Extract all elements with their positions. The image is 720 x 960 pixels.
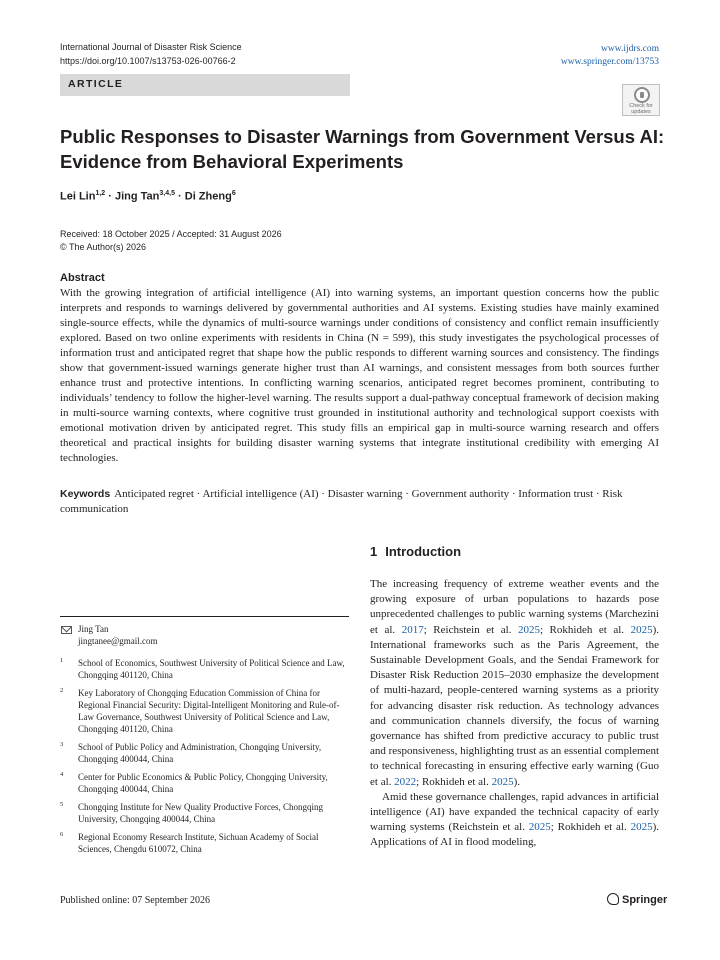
footnote-divider [60, 616, 349, 617]
paragraph-text: ). International frameworks such as the Paris Agreement, the Sustainable Development Goals, and the Sendai Framework for Disaster Risk Reduction 2015–2030 emphasize the development of multi-hazard, people-centered warning systems as a priority for advancing disaster risk reduction. As technology advances and communication channels diversify, the focus of warning governance has shifted from predictive accuracy to public trust and responsiveness, highlighting trust as an essential complement to technical forecasting in ensuring effective early warning (Guo et al. [370, 623, 660, 788]
corresponding-author-email[interactable]: jingtanee@gmail.com [78, 636, 158, 646]
check-for-updates-badge[interactable] [622, 84, 660, 116]
journal-urls [561, 43, 659, 69]
journal-name: International Journal of Disaster Risk Science [60, 42, 242, 52]
paragraph-text: Amid these governance challenges, rapid advances in artificial intelligence (AI) have expanded the technical capacity of early warning systems (Reichstein et al. [370, 790, 659, 834]
author-list [60, 190, 236, 203]
springer-horse-icon [607, 893, 619, 905]
citation-link[interactable]: 2025 [528, 821, 551, 834]
paragraph-text: The increasing frequency of extreme weather events and the growing exposure of urban populations to hazards pose unprecedented challenges to public warning systems (Marchezini et al. [370, 578, 659, 636]
citation-link[interactable]: 2025 [491, 775, 514, 788]
author-affiliation-marker: 3,4,5 [159, 190, 175, 197]
journal-url-link[interactable]: www.ijdrs.com [601, 44, 659, 54]
publication-dates [60, 228, 282, 253]
paragraph-text: ). Applications of AI in flood modeling, [370, 821, 659, 849]
affiliation-text: School of Economics, Southwest University of Political Science and Law, Chongqing 401120, China [78, 658, 345, 680]
keywords-block [60, 487, 659, 517]
affiliation-item [60, 831, 349, 855]
affiliation-item [60, 657, 349, 681]
author-affiliation-marker: 1,2 [95, 190, 106, 197]
paragraph-text: ). [513, 775, 521, 788]
author-separator: · [105, 190, 115, 203]
author-separator: · [174, 190, 185, 203]
citation-link[interactable]: 2025 [517, 623, 540, 636]
corresponding-author-name: Jing Tan [78, 624, 109, 634]
affiliation-item [60, 687, 349, 735]
published-online-date: Published online: 07 September 2026 [60, 895, 210, 906]
author-affiliation-marker: 6 [231, 190, 236, 197]
corresponding-author [60, 623, 349, 647]
affiliation-number: 5 [60, 801, 64, 808]
affiliation-number: 3 [60, 741, 64, 748]
citation-link[interactable]: 2025 [630, 821, 653, 834]
keywords-list: Anticipated regret · Artificial intelligence (AI) · Disaster warning · Government authority · Information trust · Risk communication [60, 488, 623, 515]
paragraph-text: ; Rokhideh et al. [550, 821, 631, 834]
article-type-label: ARTICLE [68, 78, 124, 90]
article-type-banner [60, 74, 350, 96]
affiliation-item [60, 741, 349, 765]
intro-paragraph-2 [370, 790, 659, 851]
paragraph-text: ; Rokhideh et al. [539, 623, 631, 636]
author-name[interactable]: Lei Lin [60, 190, 96, 203]
affiliation-number: 4 [60, 771, 64, 778]
check-updates-icon [634, 87, 650, 103]
journal-header [60, 40, 242, 68]
abstract-heading: Abstract [60, 272, 105, 284]
check-updates-text: Check for updates [629, 103, 653, 115]
affiliation-text: Chongqing Institute for New Quality Productive Forces, Chongqing University, Chongqing 400044, China [78, 802, 323, 824]
affiliation-number: 1 [60, 657, 64, 664]
affiliation-text: School of Public Policy and Administration, Chongqing University, Chongqing 400044, China [78, 742, 322, 764]
copyright-line: © The Author(s) 2026 [60, 241, 147, 252]
introduction-body [370, 577, 659, 851]
springer-url-link[interactable]: www.springer.com/13753 [560, 57, 659, 67]
affiliation-text: Center for Public Economics & Public Policy, Chongqing University, Chongqing 400044, China [78, 772, 328, 794]
citation-link[interactable]: 2025 [630, 623, 653, 636]
section-number: 1 [370, 544, 378, 559]
paragraph-text: ; Reichstein et al. [423, 623, 518, 636]
section-title: Introduction [385, 544, 462, 559]
affiliation-number: 2 [60, 687, 64, 694]
springer-logo: Springer [607, 893, 667, 906]
affiliation-text: Key Laboratory of Chongqing Education Commission of China for Regional Financial Security: Digital-Intelligent Monitoring and Rule-of-Law Governance, Southwest University of Political Science and Law, Chongqing 401120, China [78, 688, 340, 734]
paper-title: Public Responses to Disaster Warnings from Government Versus AI: Evidence from Behavioral Experiments [60, 126, 665, 172]
keywords-heading: Keywords [60, 488, 111, 500]
affiliation-item [60, 771, 349, 795]
paragraph-text: ; Rokhideh et al. [416, 775, 492, 788]
affiliation-number: 6 [60, 831, 64, 838]
affiliation-list [60, 657, 349, 861]
citation-link[interactable]: 2017 [401, 623, 424, 636]
author-name[interactable]: Jing Tan [114, 190, 160, 203]
author-name[interactable]: Di Zheng [184, 190, 232, 203]
abstract-text: With the growing integration of artificial intelligence (AI) into warning systems, an important question concerns how the public interprets and responds to warnings delivered by governmental authorities and AI systems. Existing studies have mainly examined single-source effects, while the dynamics of multi-source warnings under conditions of consistency and conflict remain insufficiently explored. Based on two online experiments with residents in China (N = 599), this study investigates the psychological processes of information trust and anticipated regret that shape how the public responds to different warning sources and consistency. The findings show that government-issued warnings generate higher trust than AI warnings, and consistent messages from both sources further enhance trust and protective intentions. In conflicting warning scenarios, anticipated regret becomes prominent, contributing to individuals’ tendency to follow the higher-level warning. The results support a dual-pathway conceptual framework of decision making in multi-source warning contexts, where cognitive trust grounded in institutional authority and technological support coexists with emotional motivation driven by anticipated regret. This study fills an empirical gap in multi-source warning research and offers theoretical and practical insights for building disaster warning systems that integrate institutional credibility with emerging AI technologies. [60, 287, 659, 464]
doi-link[interactable]: https://doi.org/10.1007/s13753-026-00766-2 [60, 56, 236, 66]
citation-link[interactable]: 2022 [394, 775, 417, 788]
section-heading-introduction [370, 544, 461, 559]
affiliation-text: Regional Economy Research Institute, Sichuan Academy of Social Sciences, Chengdu 610072, China [78, 832, 319, 854]
intro-paragraph-1 [370, 577, 659, 790]
envelope-icon [61, 626, 72, 634]
received-accepted-dates: Received: 18 October 2025 / Accepted: 31 August 2026 [60, 229, 282, 239]
affiliation-item [60, 801, 349, 825]
